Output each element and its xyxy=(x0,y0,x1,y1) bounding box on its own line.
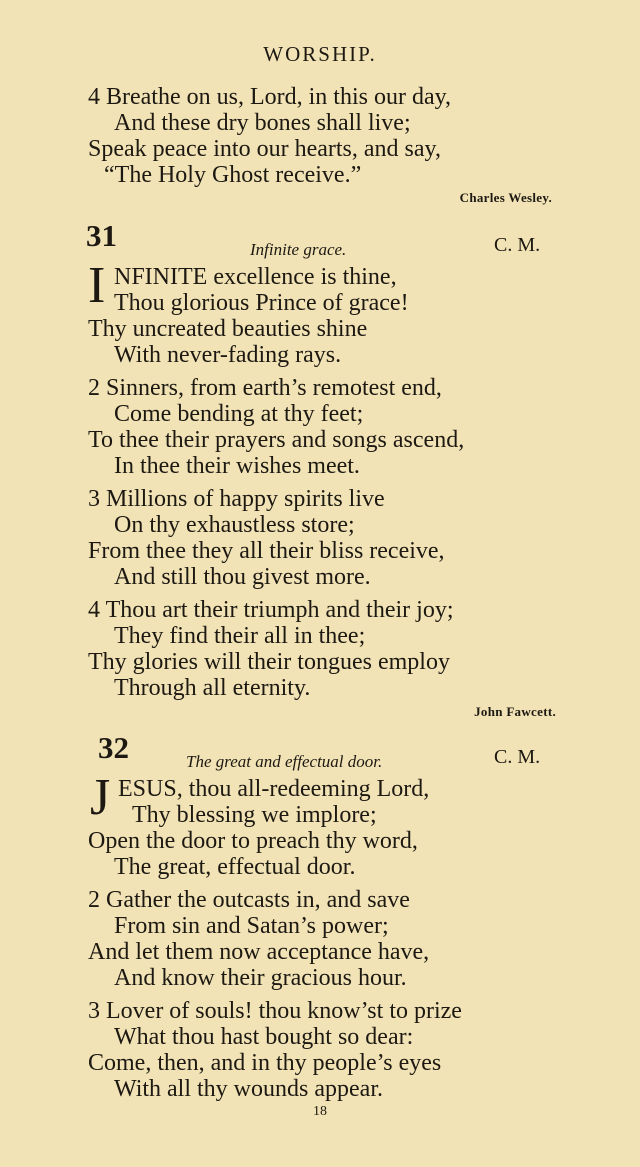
verse-line: And still thou givest more. xyxy=(114,564,371,590)
verse-line: 2 Sinners, from earth’s remotest end, xyxy=(88,375,442,401)
verse-line: From thee they all their bliss receive, xyxy=(88,538,445,564)
verse-line: And these dry bones shall live; xyxy=(114,110,411,136)
verse-line: NFINITE excellence is thine, xyxy=(114,264,397,290)
hymn-author: Charles Wesley. xyxy=(459,190,552,205)
verse-line: With all thy wounds appear. xyxy=(114,1076,383,1102)
verse-line: 3 Millions of happy spirits live xyxy=(88,486,385,512)
verse-line: And know their gracious hour. xyxy=(114,965,407,991)
drop-cap: J xyxy=(90,769,111,826)
verse-line: 2 Gather the outcasts in, and save xyxy=(88,887,410,913)
running-header: WORSHIP. xyxy=(263,42,377,66)
verse-line: To thee their prayers and songs ascend, xyxy=(88,427,465,453)
verse-line: With never-fading rays. xyxy=(114,342,342,368)
verse-line: They find their all in thee; xyxy=(114,623,366,649)
hymn-author: John Fawcett. xyxy=(474,704,556,719)
verse-line: “The Holy Ghost receive.” xyxy=(104,162,362,188)
verse-line: Thou glorious Prince of grace! xyxy=(114,290,409,316)
hymn-number: 32 xyxy=(98,730,129,765)
verse-line: Thy uncreated beauties shine xyxy=(88,316,368,342)
hymn-subtitle: The great and effectual door. xyxy=(186,752,383,771)
verse-line: Open the door to preach thy word, xyxy=(88,828,418,854)
verse-line: Speak peace into our hearts, and say, xyxy=(88,136,441,162)
hymn-meter: C. M. xyxy=(494,746,541,768)
drop-cap: I xyxy=(88,257,106,314)
verse-line: 4 Thou art their triumph and their joy; xyxy=(88,597,454,623)
hymn-subtitle: Infinite grace. xyxy=(250,240,347,259)
verse-line: What thou hast bought so dear: xyxy=(114,1024,414,1050)
verse-line: And let them now acceptance have, xyxy=(88,939,430,965)
verse-line: From sin and Satan’s power; xyxy=(114,913,389,939)
verse-line: 4 Breathe on us, Lord, in this our day, xyxy=(88,84,452,110)
verse-line: ESUS, thou all-redeeming Lord, xyxy=(118,776,430,802)
hymn-meter: C. M. xyxy=(494,234,541,256)
verse-line: Through all eternity. xyxy=(114,675,311,701)
verse-line: Thy blessing we implore; xyxy=(132,802,377,828)
page-number: 18 xyxy=(313,1104,327,1119)
hymn-number: 31 xyxy=(86,218,117,253)
verse-line: Come bending at thy feet; xyxy=(114,401,364,427)
verse-line: Come, then, and in thy people’s eyes xyxy=(88,1050,442,1076)
verse-line: The great, effectual door. xyxy=(114,854,356,880)
verse-line: Thy glories will their tongues employ xyxy=(88,649,450,675)
verse-line: On thy exhaustless store; xyxy=(114,512,355,538)
verse-line: In thee their wishes meet. xyxy=(114,453,360,479)
verse-line: 3 Lover of souls! thou know’st to prize xyxy=(88,998,462,1024)
